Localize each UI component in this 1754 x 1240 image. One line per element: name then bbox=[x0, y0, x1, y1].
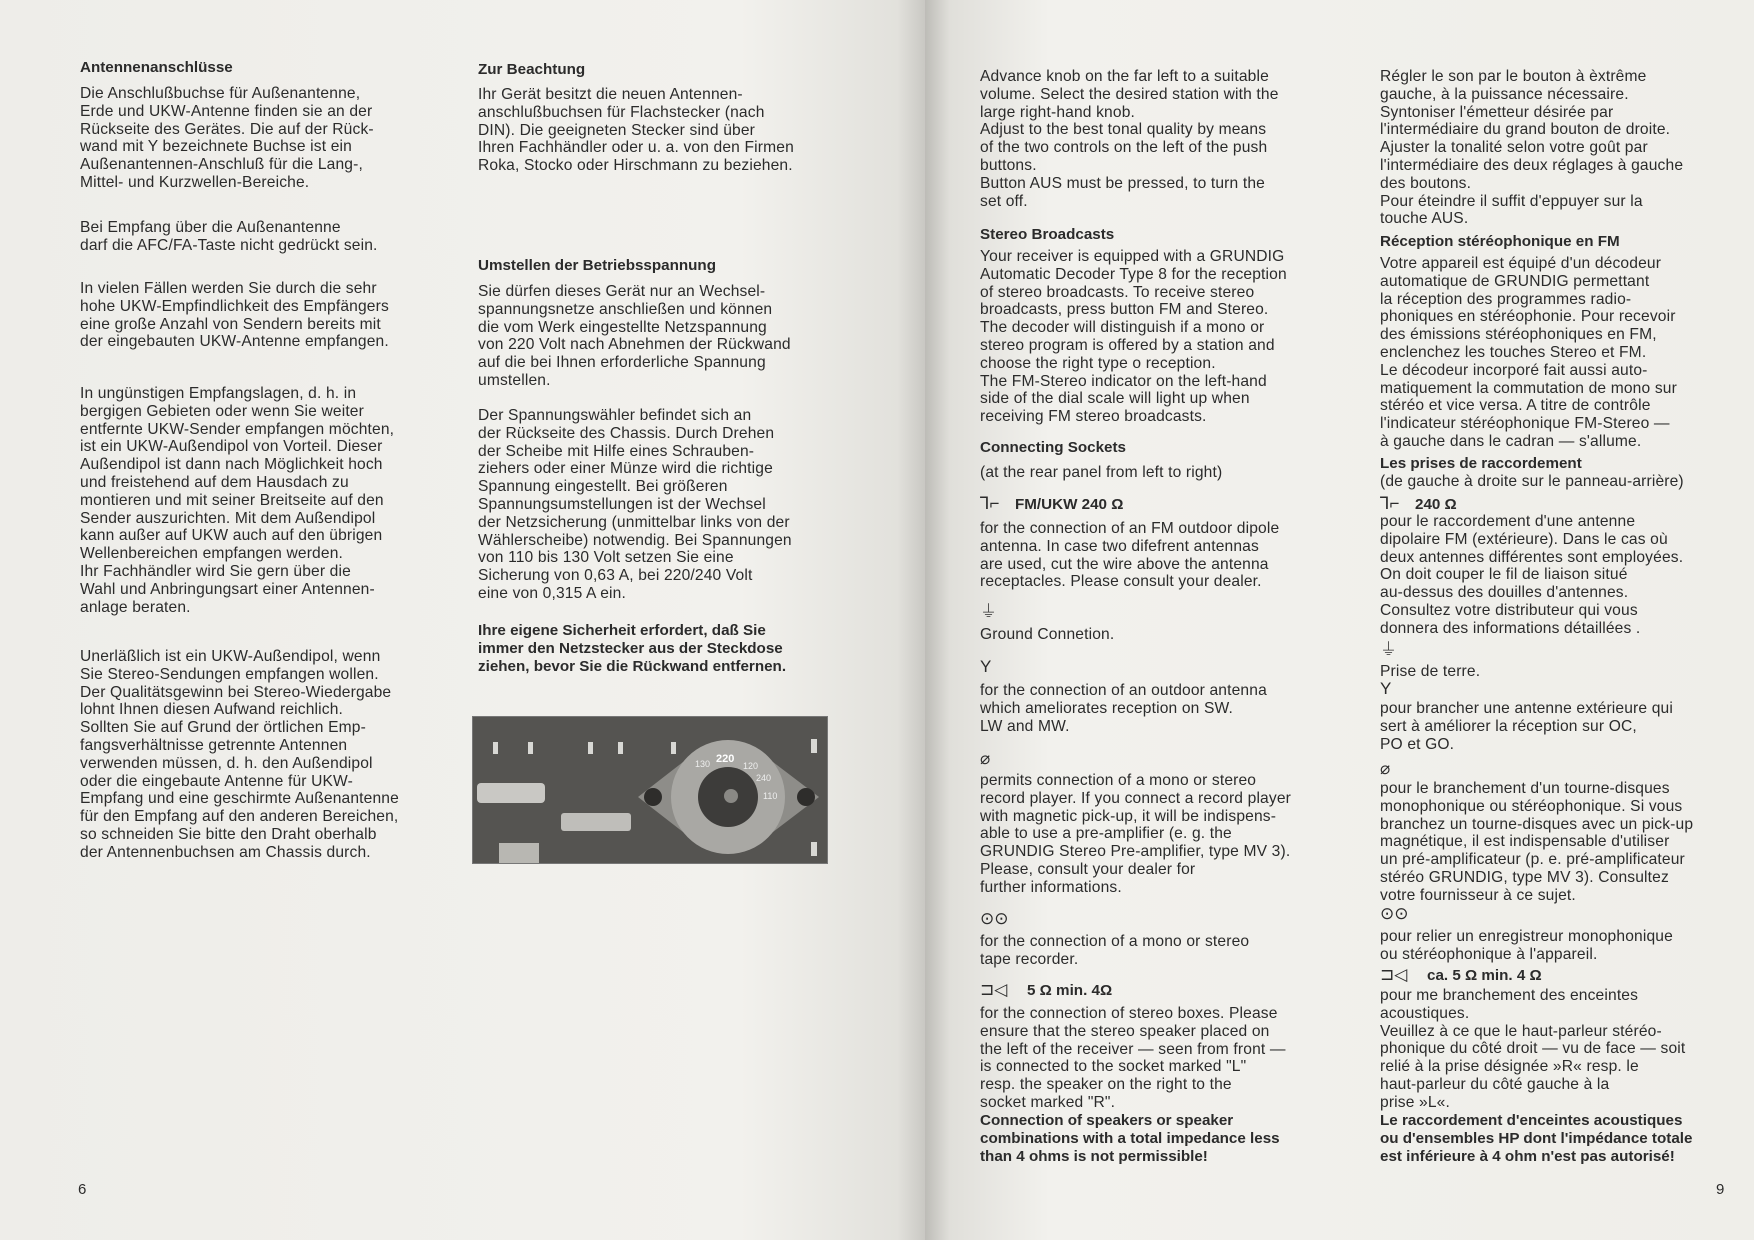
dipole-socket-icon: ⅂⌐ bbox=[980, 494, 1000, 513]
socket-heading: FM/UKW 240 Ω bbox=[1015, 496, 1124, 513]
heading-zur-beachtung: Zur Beachtung bbox=[478, 61, 586, 78]
speaker-icon: ⊐◁ bbox=[980, 980, 1008, 999]
socket-heading: ca. 5 Ω min. 4 Ω bbox=[1427, 967, 1542, 984]
dial-label: 120 bbox=[743, 761, 759, 771]
heading-prises: Les prises de raccordement bbox=[1380, 455, 1582, 472]
paragraph: Votre appareil est équipé d'un décodeur automatique de GRUNDIG permettant la réception des programmes radio- phoniques en stéréophonie. Pour recevoir des émissions stéréophoniques en FM, enclenchez les touches Stereo et FM. Le décodeur incorporé fait aussi auto- matiquement la commutation de mono sur stéréo et vice versa. A titre de contrôle l'indicateur stéréophonique FM-Stereo — à gauche dans le cadran — s'allume. bbox=[1380, 255, 1677, 450]
safety-warning: Ihre eigene Sicherheit erfordert, daß Sie immer den Netzstecker aus der Steckdose ziehen, bevor Sie die Rückwand entfernen. bbox=[478, 622, 787, 675]
socket-heading: 5 Ω min. 4Ω bbox=[1027, 982, 1113, 999]
paragraph: Ground Connetion. bbox=[980, 626, 1115, 643]
dial-label: 240 bbox=[756, 773, 772, 783]
antenna-icon: Y bbox=[1380, 679, 1392, 698]
paragraph: for the connection of a mono or stereo tape recorder. bbox=[980, 933, 1250, 968]
subheading: (at the rear panel from left to right) bbox=[980, 464, 1223, 481]
paragraph: for the connection of an FM outdoor dipole antenna. In case two difefrent antennas are used, cut the wire above the antenna receptacles. Please consult your dealer. bbox=[980, 520, 1280, 591]
ground-icon: ⏚ bbox=[980, 602, 997, 621]
dial-label: 130 bbox=[695, 759, 711, 769]
dial-label: 110 bbox=[763, 791, 778, 801]
paragraph: permits connection of a mono or stereo record player. If you connect a record player with magnetic pick-up, it will be indispens- able to use a pre-amplifier (e. g. the GRUNDIG Stereo Pre-amplifier, type MV 3). Please, consult your dealer for further informations. bbox=[980, 772, 1291, 896]
paragraph: In vielen Fällen werden Sie durch die sehr hohe UKW-Empfindlichkeit des Empfängers eine große Anzahl von Sendern bereits mit der eingebauten UKW-Antenne empfangen. bbox=[80, 280, 389, 351]
paragraph: pour brancher une antenne extérieure qui sert à améliorer la réception sur OC, PO et GO. bbox=[1380, 700, 1673, 753]
subheading: (de gauche à droite sur le panneau-arrière) bbox=[1380, 473, 1684, 490]
paragraph: pour le raccordement d'une antenne dipolaire FM (extérieure). Dans le cas où deux antennes différentes sont employées. On doit couper le fil de liaison situé au-dessus des douilles d'antennes. Consultez votre distributeur qui vous donnera des informations détaillées . bbox=[1380, 513, 1684, 637]
paragraph: pour le branchement d'un tourne-disques monophonique ou stéréophonique. Si vous branchez un tourne-disques avec un pick-up magnétique, il est indispensable d'utiliser un pré-amplificateur (p. e. pré-amplificateur stéréo GRUNDIG, type MV 3). Consultez votre fournisseur à ce sujet. bbox=[1380, 780, 1694, 904]
paragraph: Unerläßlich ist ein UKW-Außendipol, wenn Sie Stereo-Sendungen empfangen wollen. Der Qualitätsgewinn bei Stereo-Wiedergabe lohnt Ihnen diesen Aufwand reichlich. Sollten Sie auf Grund der örtlichen Emp- fangsverhältnisse getrennte Antennen verwenden müssen, d. h. den Außendipol oder die eingebaute Antenne für UKW- Empfang und eine geschirmte Außenantenne für den Empfang auf den anderen Bereichen, so schneiden Sie bitte den Draht oberhalb der Antennenbuchsen am Chassis durch. bbox=[80, 648, 399, 861]
right-page bbox=[925, 0, 1754, 1240]
heading-betriebsspannung: Umstellen der Betriebsspannung bbox=[478, 257, 716, 274]
speaker-icon: ⊐◁ bbox=[1380, 965, 1408, 984]
paragraph: Régler le son par le bouton à èxtrême gauche, à la puissance nécessaire. Syntoniser l'émetteur désirée par l'intermédiaire du grand bouton de droite. Ajuster la tonalité selon votre goût par l'intermédiaire des deux réglages à gauche des boutons. Pour éteindre il suffit d'eppuyer sur la touche AUS. bbox=[1380, 68, 1684, 228]
heading-connecting-sockets: Connecting Sockets bbox=[980, 439, 1126, 456]
paragraph: for the connection of an outdoor antenna which ameliorates reception on SW. LW and MW. bbox=[980, 682, 1267, 735]
socket-heading: 240 Ω bbox=[1415, 496, 1457, 513]
phono-icon: ⌀ bbox=[980, 749, 991, 768]
dial-label: 220 bbox=[716, 753, 735, 765]
paragraph: Die Anschlußbuchse für Außenantenne, Erde und UKW-Antenne finden sie an der Rückseite des Gerätes. Die auf der Rück- wand mit Y bezeichnete Buchse ist ein Außenantennen-Anschluß für die Lang-, Mittel- und Kurzwellen-Bereiche. bbox=[80, 85, 374, 191]
heading-antennenanschluesse: Antennenanschlüsse bbox=[80, 59, 233, 76]
dipole-socket-icon: ⅂⌐ bbox=[1380, 494, 1400, 513]
paragraph: Sie dürfen dieses Gerät nur an Wechsel- spannungsnetze anschließen und können die vom Werk eingestellte Netzspannung von 220 Volt nach Abnehmen der Rückwand auf die bei Ihnen erforderliche Spannung umstellen. bbox=[478, 283, 791, 389]
paragraph: for the connection of stereo boxes. Please ensure that the stereo speaker placed on the left of the receiver — seen from front — is connected to the socket marked "L" resp. the speaker on the right to the socket marked "R". bbox=[980, 1005, 1286, 1111]
paragraph: Der Spannungswähler befindet sich an der Rückseite des Chassis. Durch Drehen der Scheibe mit Hilfe eines Schrauben- ziehers oder einer Münze wird die richtige Spannung eingestellt. Bei größeren Spannungsumstellungen ist der Wechsel der Netzsicherung (unmittelbar links von der Wählerscheibe) notwendig. Bei Spannungen von 110 bis 130 Volt setzen Sie eine Sicherung von 0,63 A, bei 220/240 Volt eine von 0,315 A ein. bbox=[478, 407, 792, 602]
speaker-warning: Connection of speakers or speaker combinations with a total impedance less than 4 ohms is not permissible! bbox=[980, 1112, 1280, 1165]
page-number: 6 bbox=[78, 1181, 87, 1198]
ground-icon: ⏚ bbox=[1380, 640, 1397, 659]
heading-stereo-broadcasts: Stereo Broadcasts bbox=[980, 226, 1115, 243]
paragraph: Advance knob on the far left to a suitable volume. Select the desired station with the large right-hand knob. Adjust to the best tonal quality by means of the two controls on the left of the push buttons. Button AUS must be pressed, to turn the set off. bbox=[980, 68, 1279, 210]
paragraph: Prise de terre. bbox=[1380, 663, 1481, 680]
tape-recorder-icon: ⊙⊙ bbox=[1380, 904, 1409, 923]
paragraph: Ihr Gerät besitzt die neuen Antennen- anschlußbuchsen für Flachstecker (nach DIN). Die geeigneten Stecker sind über Ihren Fachhändler oder u. a. von den Firmen Roka, Stocko oder Hirschmann zu beziehen. bbox=[478, 86, 794, 175]
tape-recorder-icon: ⊙⊙ bbox=[980, 909, 1009, 928]
phono-icon: ⌀ bbox=[1380, 759, 1391, 778]
paragraph: pour relier un enregistreur monophonique ou stéréophonique à l'appareil. bbox=[1380, 928, 1673, 963]
speaker-warning: Le raccordement d'enceintes acoustiques ou d'ensembles HP dont l'impédance totale est inférieure à 4 ohm n'est pas autorisé! bbox=[1380, 1112, 1693, 1165]
paragraph: In ungünstigen Empfangslagen, d. h. in bergigen Gebieten oder wenn Sie weiter entfernte UKW-Sender empfangen möchten, ist ein UKW-Außendipol von Vorteil. Dieser Außendipol ist dann nach Möglichkeit hoch und freistehend auf dem Hausdach zu montieren und mit seiner Breitseite auf den Sender auszurichten. Mit dem Außendipol kann außer auf UKW auch auf den übrigen Wellenbereichen empfangen werden. Ihr Fachhändler wird Sie gern über die Wahl und Anbringungsart einer Antennen- anlage beraten. bbox=[80, 385, 395, 616]
antenna-icon: Y bbox=[980, 657, 992, 676]
paragraph: Bei Empfang über die Außenantenne darf die AFC/FA-Taste nicht gedrückt sein. bbox=[80, 219, 378, 254]
page-number: 9 bbox=[1716, 1181, 1725, 1198]
paragraph: Your receiver is equipped with a GRUNDIG Automatic Decoder Type 8 for the reception of stereo broadcasts. To receive stereo broadcasts, press button FM and Stereo. The decoder will distinguish if a mono or stereo program is offered by a station and choose the right type o reception. The FM-Stereo indicator on the left-hand side of the dial scale will light up when receiving FM stereo broadcasts. bbox=[980, 248, 1287, 426]
heading-reception-stereo: Réception stéréophonique en FM bbox=[1380, 233, 1620, 250]
paragraph: pour me branchement des enceintes acoustiques. Veuillez à ce que le haut-parleur stéréo- phonique du côté droit — vu de face — soit relié à la prise désignée »R« resp. le haut-parleur du côté gauche à la prise »L«. bbox=[1380, 987, 1686, 1111]
voltage-selector-photo bbox=[472, 716, 828, 864]
